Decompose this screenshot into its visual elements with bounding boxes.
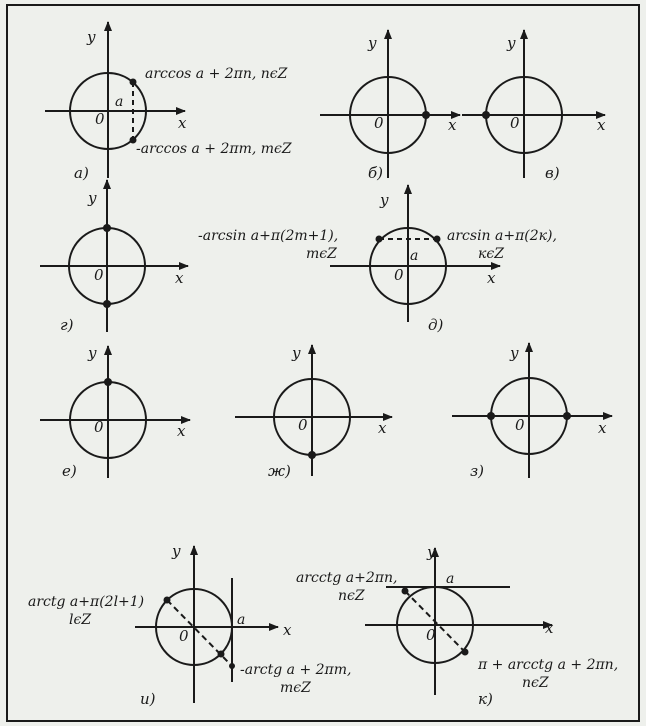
solution-point <box>563 412 571 420</box>
panel-caption: з) <box>470 462 485 480</box>
x-axis-label: x <box>487 269 496 287</box>
panel-caption: г) <box>60 316 74 334</box>
y-axis-label: y <box>88 344 97 362</box>
x-axis-label: x <box>597 116 606 134</box>
solution-point <box>434 236 441 243</box>
panel-i <box>135 546 278 703</box>
arcctg-left-label-2: nєZ <box>338 588 365 604</box>
param-label: a <box>115 94 124 110</box>
tangent-point <box>229 663 235 669</box>
y-axis-label: y <box>292 344 301 362</box>
panel-caption: д) <box>428 316 444 334</box>
panel-g <box>40 180 188 332</box>
origin-label: 0 <box>394 266 404 284</box>
solution-point <box>482 111 490 119</box>
x-axis-label: x <box>178 114 187 132</box>
y-axis-label: y <box>510 344 519 362</box>
arcsin-left-label-2: mєZ <box>306 246 337 262</box>
arcsin-right-label-2: кєZ <box>478 246 504 262</box>
solution-point <box>218 651 225 658</box>
panel-caption: а) <box>74 164 89 182</box>
x-axis-label: x <box>598 419 607 437</box>
origin-label: 0 <box>515 416 525 434</box>
x-axis-label: x <box>177 422 186 440</box>
arctg-left-label-2: lєZ <box>69 612 92 628</box>
arcsin-left-label-1: -arcsin a+π(2m+1), <box>198 228 339 244</box>
origin-label: 0 <box>374 114 384 132</box>
panel-caption: к) <box>478 690 493 708</box>
origin-label: 0 <box>94 266 104 284</box>
arcctg-right-label-2: nєZ <box>522 675 549 691</box>
x-axis-label: x <box>175 269 184 287</box>
solution-point <box>130 79 137 86</box>
y-axis-label: y <box>507 34 516 52</box>
arccos-bottom-label: -arccos a + 2πm, mєZ <box>136 141 292 157</box>
param-label: a <box>410 248 419 264</box>
solution-point <box>376 236 383 243</box>
arctg-right-label-1: -arctg a + 2πm, <box>240 662 352 678</box>
y-axis-label: y <box>427 543 436 561</box>
panel-caption: и) <box>140 690 156 708</box>
solution-point <box>462 649 469 656</box>
y-axis-label: y <box>380 191 389 209</box>
arctg-left-label-1: arctg a+π(2l+1) <box>28 594 145 610</box>
x-axis-label: x <box>545 619 554 637</box>
solution-point <box>422 111 430 119</box>
solution-point <box>487 412 495 420</box>
panel-caption: в) <box>545 164 560 182</box>
arcctg-right-label-1: π + arcctg a + 2πn, <box>478 657 619 673</box>
solution-point <box>103 300 111 308</box>
arctg-right-label-2: mєZ <box>280 680 311 696</box>
y-axis-label: y <box>88 189 97 207</box>
y-axis-label: y <box>87 28 96 46</box>
y-axis-label: y <box>172 542 181 560</box>
param-label: a <box>237 612 246 628</box>
solution-point <box>308 451 316 459</box>
origin-label: 0 <box>95 110 105 128</box>
panel-e <box>40 346 190 478</box>
origin-label: 0 <box>426 626 436 644</box>
solution-point <box>104 378 112 386</box>
arccos-top-label: arccos a + 2πn, nєZ <box>145 66 288 82</box>
solution-point <box>103 224 111 232</box>
solution-point <box>164 597 171 604</box>
panel-caption: б) <box>368 164 384 182</box>
solution-point <box>402 588 409 595</box>
origin-label: 0 <box>94 418 104 436</box>
x-axis-label: x <box>283 621 292 639</box>
x-axis-label: x <box>378 419 387 437</box>
panel-b <box>320 30 460 178</box>
panel-z <box>452 343 612 478</box>
origin-label: 0 <box>298 416 308 434</box>
origin-label: 0 <box>179 627 189 645</box>
param-label: a <box>446 571 455 587</box>
arcctg-left-label-1: arcctg a+2πn, <box>296 570 398 586</box>
panel-caption: ж) <box>268 462 291 480</box>
x-axis-label: x <box>448 116 457 134</box>
arcsin-right-label-1: arcsin a+π(2к), <box>447 228 557 244</box>
panel-v <box>462 30 605 178</box>
panel-caption: е) <box>62 462 77 480</box>
y-axis-label: y <box>368 34 377 52</box>
origin-label: 0 <box>510 114 520 132</box>
